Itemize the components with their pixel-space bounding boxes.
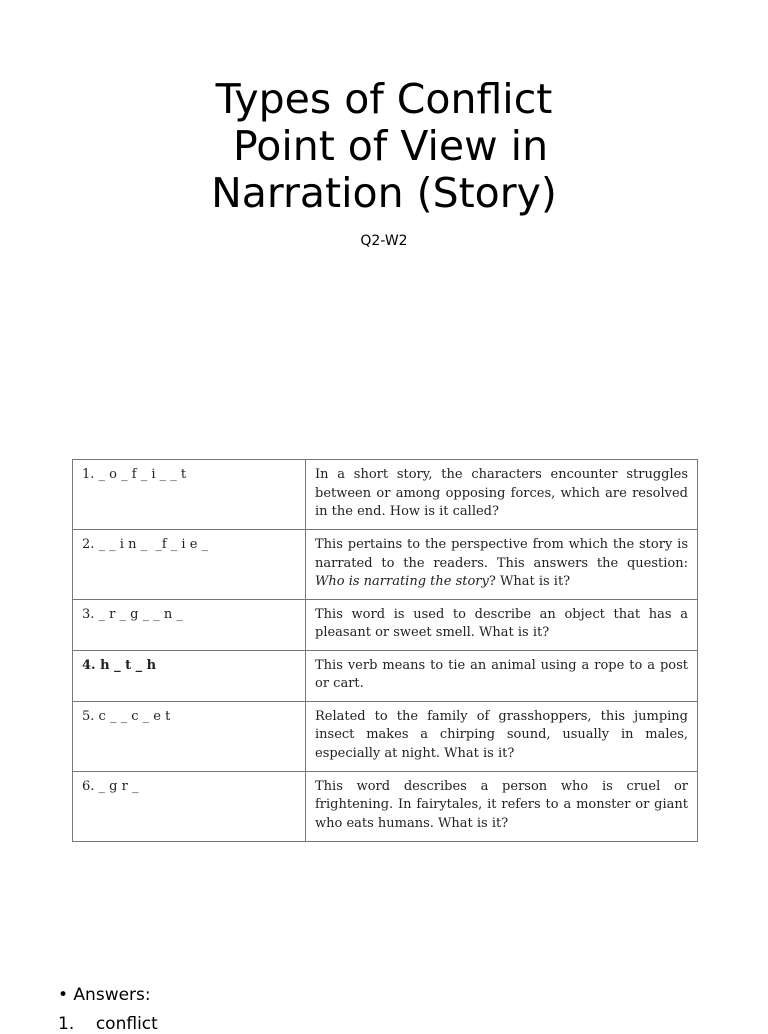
description: This verb means to tie an animal using a rope to a post or cart. [306, 650, 698, 701]
clue: 4. h _ t _ h [73, 650, 306, 701]
title-line: Point of View in [219, 122, 549, 170]
table-row [73, 650, 698, 701]
answer-item: 1. conflict [58, 1014, 158, 1034]
clue: 2. _ _ i n _ _f _ i e _ [73, 530, 306, 600]
table-row [73, 530, 698, 600]
clue: 6. _ g r _ [73, 771, 306, 841]
description: This word describes a person who is cruel or frightening. In fairytales, it refers to a monster or giant who eats humans. What is it? [306, 771, 698, 841]
clue: 3. _ r _ g _ _ n _ [73, 599, 306, 650]
description-italic: Who is narrating the story [315, 574, 489, 589]
answers-label: • Answers: [58, 985, 151, 1005]
page-title [0, 76, 768, 217]
description [306, 530, 698, 600]
table-row [73, 460, 698, 530]
description: This word is used to describe an object that has a pleasant or sweet smell. What is it? [306, 599, 698, 650]
clue: 5. c _ _ c _ e t [73, 701, 306, 771]
description: In a short story, the characters encounter struggles between or among opposing forces, which are resolved in the end. How is it called? [306, 460, 698, 530]
table-row [73, 701, 698, 771]
description-text: This pertains to the perspective from which the story is narrated to the readers. This answers the question: [315, 537, 688, 571]
table-row [73, 599, 698, 650]
description-text: ? What is it? [488, 574, 571, 589]
subtitle: Q2-W2 [360, 233, 408, 249]
title-line: Narration (Story) [211, 169, 557, 217]
description: Related to the family of grasshoppers, this jumping insect makes a chirping sound, usually in males, especially at night. What is it? [306, 701, 698, 771]
table-row [73, 771, 698, 841]
title-line: Types of Conflict [215, 75, 553, 123]
clue-table [72, 459, 698, 842]
clue: 1. _ o _ f _ i _ _ t [73, 460, 306, 530]
